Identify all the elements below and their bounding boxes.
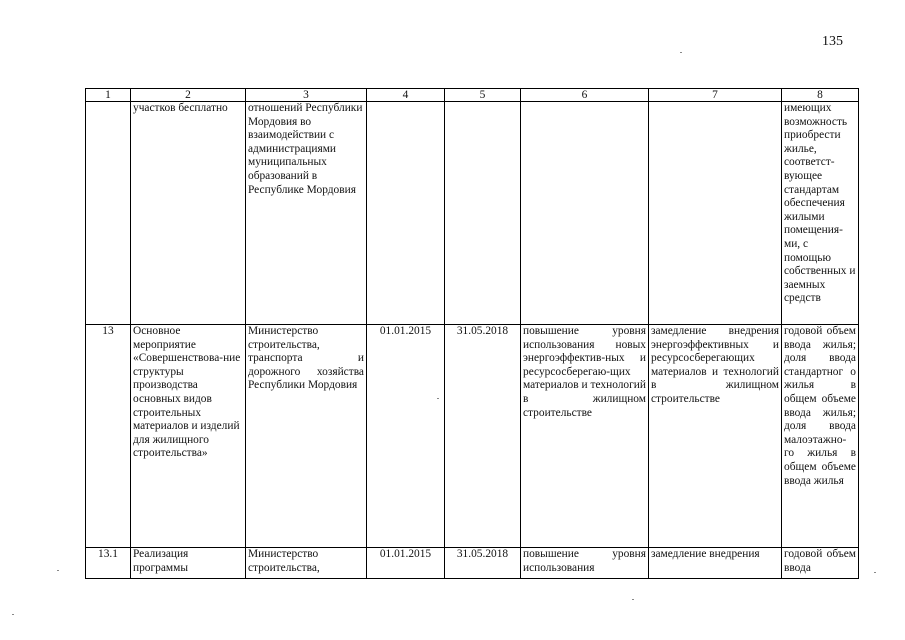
column-header: 5 [445,89,521,102]
column-number-row [86,89,859,102]
scan-speck [874,572,876,573]
table-row [86,548,859,579]
scan-speck [437,398,439,399]
expected-result [521,102,649,325]
end-date [445,102,521,325]
target-indicators: имеющих возможность приобрести жилье, соответст-вующее стандартам обеспечения жилыми помещения-ми, с помощью собственных и заемных средств [782,102,859,325]
expected-result: повышение уровня использования новых энергоэффектив-ных и ресурсосберегаю-щих материалов и технологий в жилищном строительстве [521,325,649,548]
column-header: 3 [246,89,367,102]
page-number: 135 [822,34,843,49]
scan-speck [680,52,682,53]
table-row [86,102,859,325]
column-header: 7 [649,89,782,102]
non-implementation-consequences: замедление внедрения [649,548,782,579]
end-date: 31.05.2018 [445,548,521,579]
column-header: 2 [131,89,246,102]
scan-speck [632,599,634,600]
non-implementation-consequences [649,102,782,325]
program-measures-table [85,88,859,579]
target-indicators: годовой объем ввода жилья; доля ввода стандартног о жилья в общем объеме ввода жилья; доля ввода малоэтажно-го жилья в общем объеме ввода жилья [782,325,859,548]
responsible-executor: Министерство строительства, транспорта и дорожного хозяйства Республики Мордовия [246,325,367,548]
column-header: 8 [782,89,859,102]
scan-speck [57,570,59,571]
start-date: 01.01.2015 [367,548,445,579]
column-header: 6 [521,89,649,102]
target-indicators: годовой объем ввода [782,548,859,579]
row-number: 13 [86,325,131,548]
column-header: 4 [367,89,445,102]
row-number: 13.1 [86,548,131,579]
table-row [86,325,859,548]
expected-result: повышение уровня использования [521,548,649,579]
row-number [86,102,131,325]
scan-speck [12,614,14,615]
end-date: 31.05.2018 [445,325,521,548]
non-implementation-consequences: замедление внедрения энергоэффективных и ресурсосберегающих материалов и технологий в жилищном строительстве [649,325,782,548]
column-header: 1 [86,89,131,102]
measure-name: участков бесплатно [131,102,246,325]
responsible-executor: отношений Республики Мордовия во взаимодействии с администрациями муниципальных образований в Республике Мордовия [246,102,367,325]
measure-name: Основное мероприятие «Совершенствова-ние структуры производства основных видов строительных материалов и изделий для жилищного строительства» [131,325,246,548]
responsible-executor: Министерство строительства, [246,548,367,579]
measure-name: Реализация программы [131,548,246,579]
start-date: 01.01.2015 [367,325,445,548]
start-date [367,102,445,325]
